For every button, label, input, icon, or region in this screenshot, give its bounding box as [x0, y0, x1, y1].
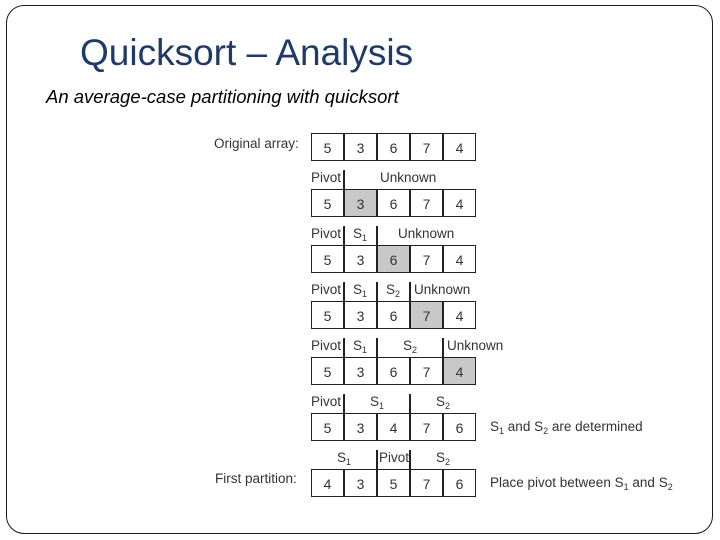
slide-title: Quicksort – Analysis	[80, 32, 414, 73]
array-cell: 5	[311, 189, 344, 217]
array-cell: 7	[410, 413, 443, 441]
array-cell: 5	[311, 357, 344, 385]
array-cell: 5	[311, 301, 344, 329]
separator-bar	[376, 450, 378, 470]
pivot-label: Pivot	[311, 226, 342, 241]
s1-label: $S_1$	[353, 282, 368, 299]
pivot-label: Pivot	[379, 450, 410, 465]
s1-label: $S_1$	[353, 226, 368, 243]
pivot-label: Pivot	[311, 282, 342, 297]
s1-label: $S_1$	[337, 450, 352, 467]
unknown-label: Unknown	[380, 170, 437, 185]
unknown-label: Unknown	[447, 338, 504, 353]
array-cell: 3	[344, 357, 377, 385]
array-cell: 6	[377, 133, 410, 161]
separator-bar	[343, 282, 345, 302]
s2-label: $S_2$	[436, 394, 451, 411]
array-cell: 3	[344, 301, 377, 329]
array-cell: 5	[311, 133, 344, 161]
array-cell: 3	[344, 133, 377, 161]
determined-note: $S_1$ and $S_2$ are determined	[490, 419, 643, 436]
array-cell: 4	[443, 189, 476, 217]
array-cell: 3	[344, 245, 377, 273]
separator-bar	[343, 170, 345, 190]
array-cell: 7	[410, 469, 443, 497]
array-cell: 7	[410, 301, 443, 329]
s2-label: $S_2$	[403, 338, 418, 355]
slide-subtitle: An average-case partitioning with quicksort	[46, 86, 399, 107]
first-partition-label: First partition:	[215, 471, 297, 486]
separator-bar	[376, 282, 378, 302]
s2-label: $S_2$	[436, 450, 451, 467]
array-cell: 4	[377, 413, 410, 441]
pivot-label: Pivot	[311, 338, 342, 353]
separator-bar	[442, 338, 444, 358]
separator-bar	[409, 282, 411, 302]
array-cell: 4	[443, 245, 476, 273]
array-cell: 7	[410, 133, 443, 161]
separator-bar	[376, 226, 378, 246]
separator-bar	[376, 338, 378, 358]
array-cell: 6	[377, 189, 410, 217]
separator-bar	[343, 226, 345, 246]
separator-bar	[343, 338, 345, 358]
s1-label: $S_1$	[370, 394, 385, 411]
array-cell: 6	[443, 413, 476, 441]
original-array-label: Original array:	[214, 136, 299, 151]
separator-bar	[409, 450, 411, 470]
separator-bar	[343, 394, 345, 414]
array-cell: 6	[443, 469, 476, 497]
unknown-label: Unknown	[398, 226, 455, 241]
array-cell: 6	[377, 357, 410, 385]
pivot-label: Pivot	[311, 394, 342, 409]
array-cell: 6	[377, 245, 410, 273]
unknown-label: Unknown	[414, 282, 471, 297]
array-cell: 7	[410, 189, 443, 217]
s1-label: $S_1$	[353, 338, 368, 355]
array-cell: 5	[311, 245, 344, 273]
array-cell: 3	[344, 469, 377, 497]
pivot-label: Pivot	[311, 170, 342, 185]
array-cell: 5	[311, 413, 344, 441]
array-cell: 3	[344, 189, 377, 217]
array-cell: 7	[410, 357, 443, 385]
array-cell: 4	[443, 357, 476, 385]
array-cell: 6	[377, 301, 410, 329]
array-cell: 5	[377, 469, 410, 497]
array-cell: 3	[344, 413, 377, 441]
s2-label: $S_2$	[386, 282, 401, 299]
array-cell: 7	[410, 245, 443, 273]
place-pivot-note: Place pivot between $S_1$ and $S_2$	[490, 475, 673, 492]
array-cell: 4	[443, 301, 476, 329]
array-cell: 4	[443, 133, 476, 161]
separator-bar	[409, 394, 411, 414]
array-cell: 4	[311, 469, 344, 497]
